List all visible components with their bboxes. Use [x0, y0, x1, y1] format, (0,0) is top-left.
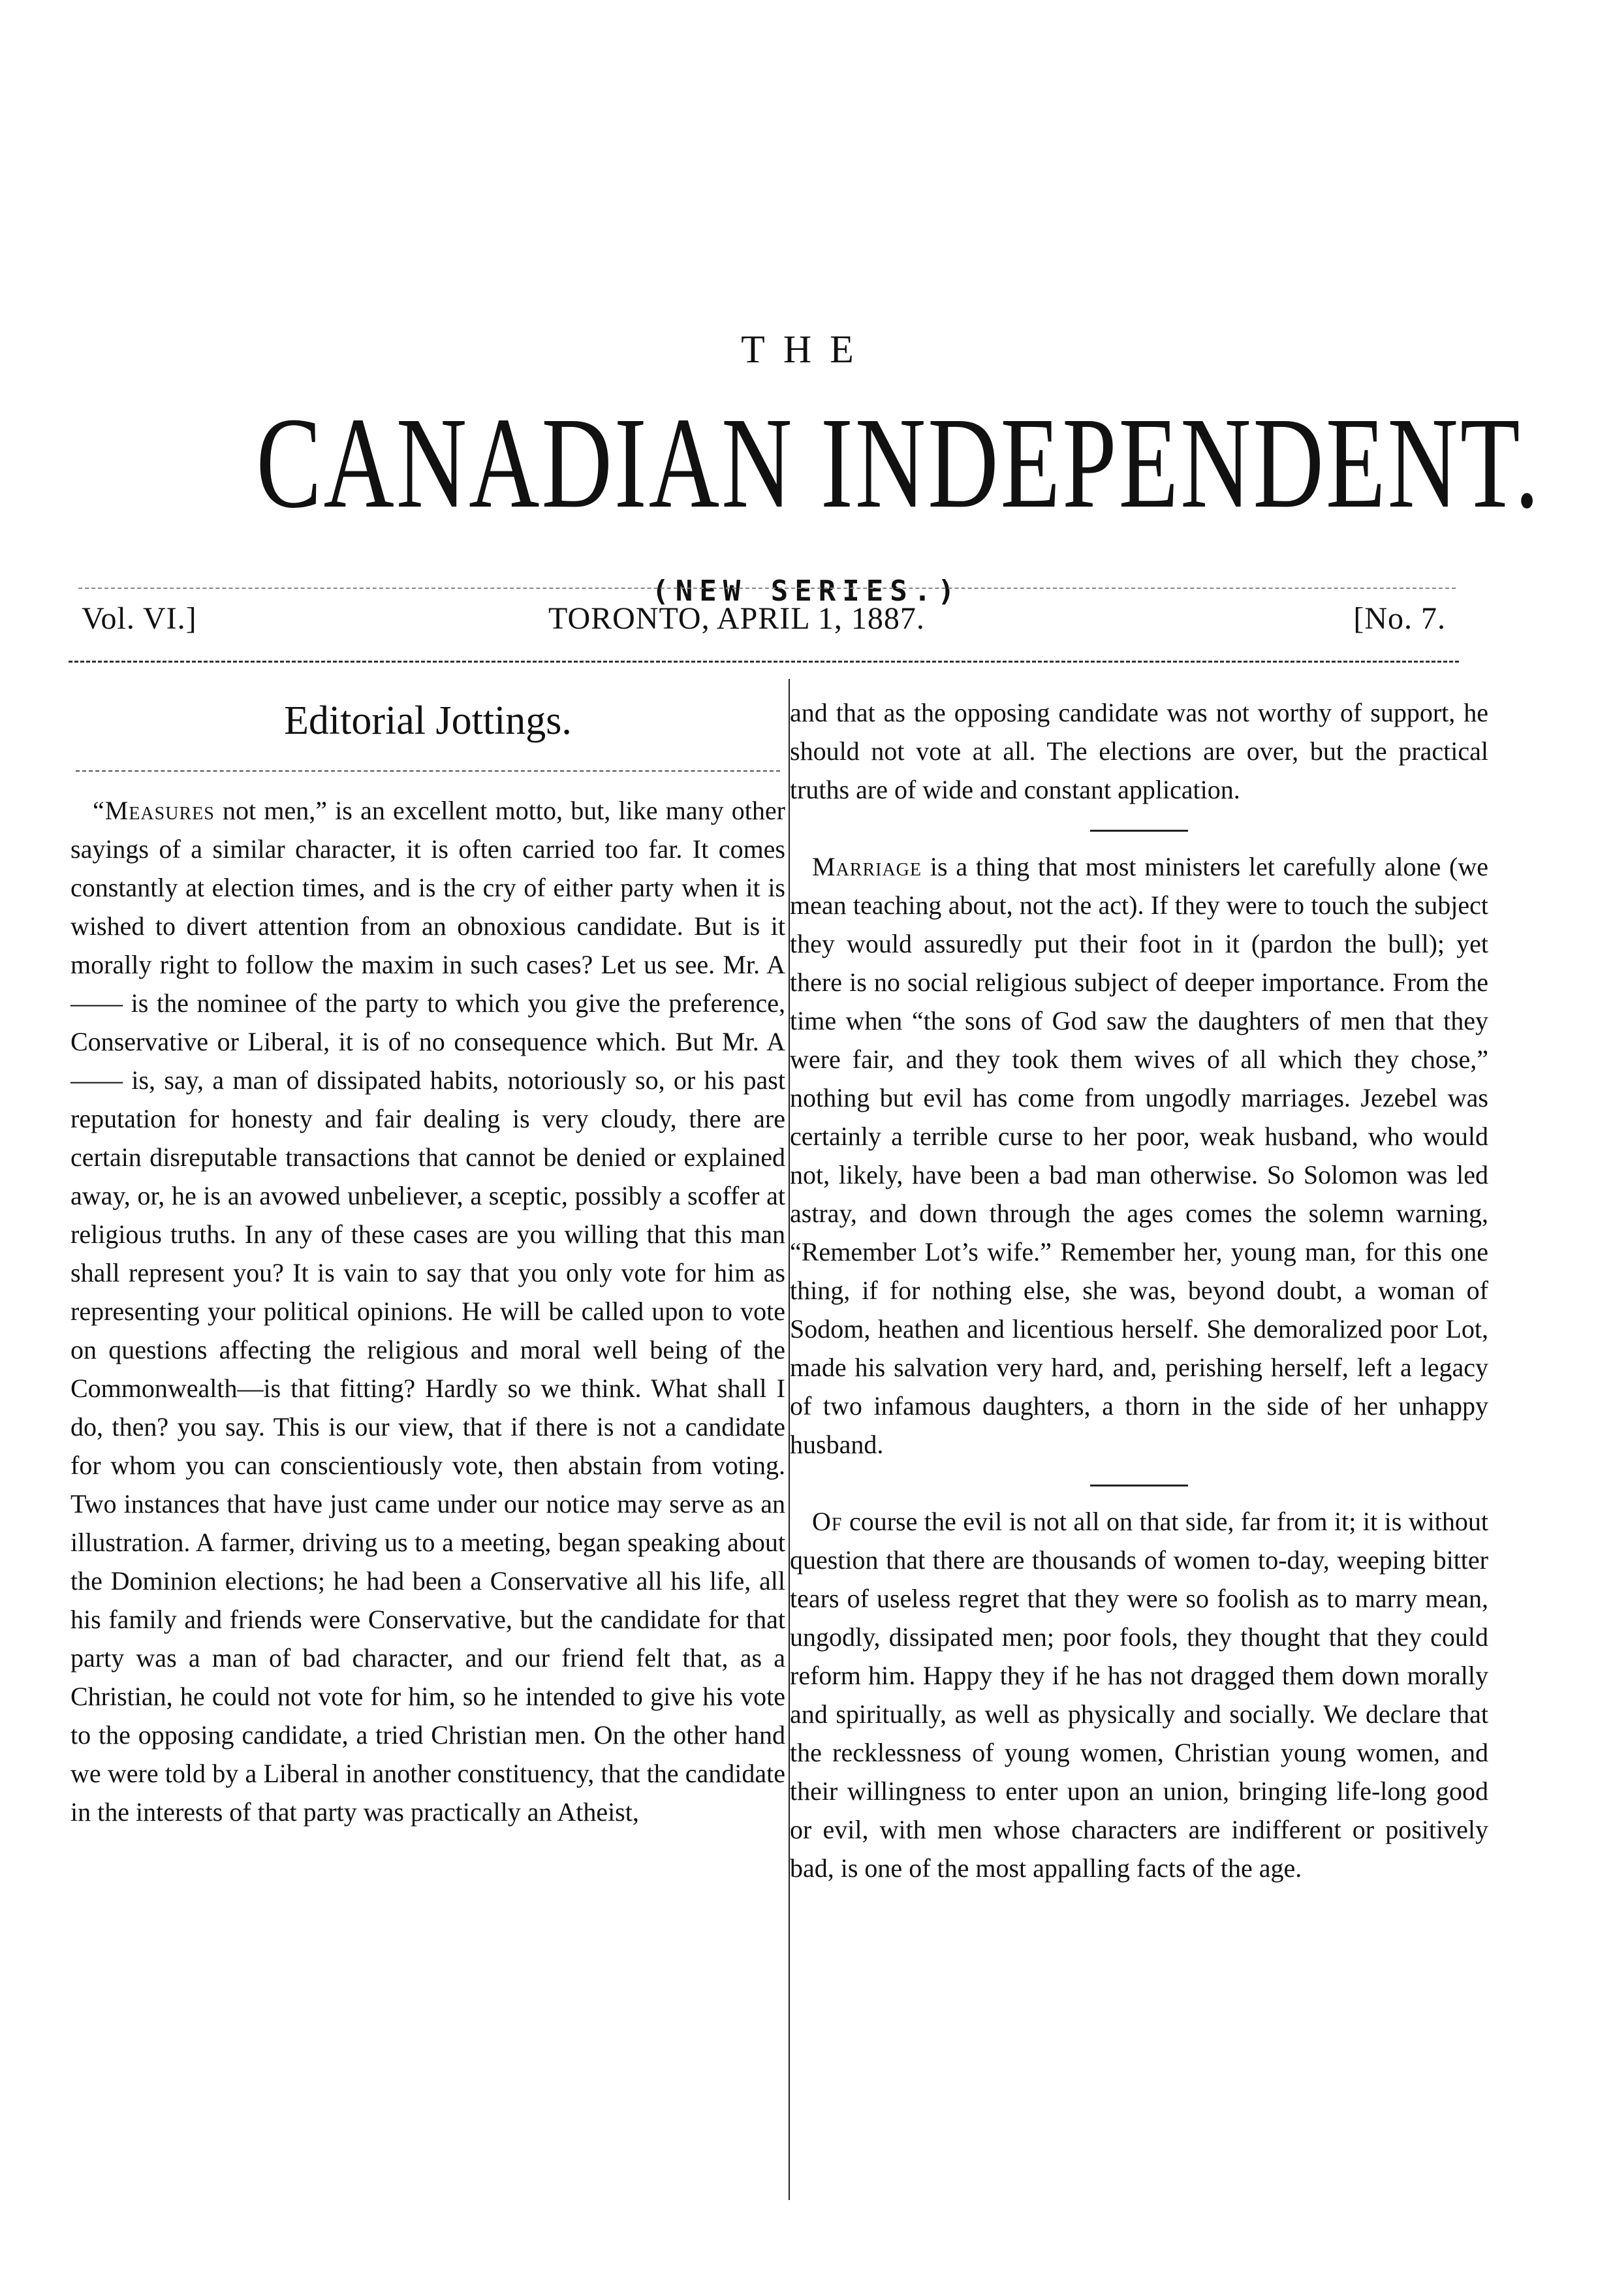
left-paragraph-1	[70, 791, 785, 1831]
section-heading: Editorial Jottings.	[284, 699, 572, 743]
masthead-series: (NEW SERIES.)	[651, 574, 962, 608]
separator-rule-2	[1090, 1485, 1188, 1486]
right-column	[790, 693, 1488, 1887]
heading-rule	[76, 770, 780, 772]
left-column	[70, 693, 785, 1831]
right-paragraph-3-lead: Of	[812, 1507, 843, 1536]
masthead-title: CANADIAN INDEPENDENT.	[256, 391, 1541, 535]
separator-rule-1	[1090, 830, 1188, 832]
issue-line	[82, 601, 1446, 640]
masthead-the: THE	[741, 328, 872, 371]
right-paragraph-2-text: is a thing that most ministers let carefully alone (we mean teaching about, not the act). If they were to touch the subject they would assuredly put their foot in it (pardon the bull); yet there is no social religious subject of deeper importance. From the time when “the sons of God saw the daughters of men that they were fair, and they took them wives of all which they chose,” nothing but evil has come from ungodly marriages. Jezebel was certainly a terrible curse to her poor, weak husband, who would not, likely, have been a bad man otherwise. So Solomon was led astray, and down through the ages comes the solemn warning, “Remember Lot’s wife.” Remember her, young man, for this one thing, if for nothing else, she was, beyond doubt, a woman of Sodom, heathen and licentious herself. She demoralized poor Lot, made his salvation very hard, and, perishing herself, left a legacy of two infamous daughters, a thorn in the side of her unhappy husband.	[790, 852, 1488, 1459]
left-paragraph-1-text: not men,” is an excellent motto, but, like many other sayings of a similar character, it is often carried too far. It comes constantly at election times, and is the cry of either party when it is wished to divert attention from an obnoxious candidate. But is it morally right to follow the maxim in such cases? Let us see. Mr. A—— is the nominee of the party to which you give the preference, Conservative or Liberal, it is of no consequence which. But Mr. A—— is, say, a man of dissipated habits, notoriously so, or his past reputation for honesty and fair dealing is very cloudy, there are certain disreputable transactions that cannot be denied or explained away, or, he is an avowed unbeliever, a sceptic, possibly a scoffer at religious truths. In any of these cases are you willing that this man shall represent you? It is vain to say that you only vote for him as representing your political opinions. He will be called upon to vote on questions affecting the religious and moral well being of the Commonwealth—is that fitting? Hardly so we think. What shall I do, then? you say. This is our view, that if there is not a candidate for whom you can conscientiously vote, then abstain from voting. Two instances that have just came under our notice may serve as an illustration. A farmer, driving us to a meeting, began speaking about the Dominion elections; he had been a Conservative all his life, all his family and friends were Conservative, but the candidate for that party was a man of bad character, and our friend felt that, as a Christian, he could not vote for him, so he intended to give his vote to the opposing candidate, a tried Christian men. On the other hand we were told by a Liberal in another constituency, that the candidate in the interests of that party was practically an Atheist,	[70, 796, 785, 1827]
right-paragraph-3	[790, 1502, 1488, 1887]
left-paragraph-1-lead: “Measures	[93, 796, 215, 825]
right-paragraph-2	[790, 847, 1488, 1464]
issue-volume: Vol. VI.]	[82, 601, 197, 636]
issue-number: [No. 7.	[1353, 601, 1446, 636]
issue-place-date: TORONTO, APRIL 1, 1887.	[548, 601, 925, 636]
issue-rule-lower	[69, 661, 1459, 663]
right-paragraph-1: and that as the opposing candidate was not worthy of support, he should not vote at all. The elections are over, but the practical truths are of wide and constant application.	[790, 698, 1488, 804]
right-paragraph-2-lead: Marriage	[812, 852, 922, 881]
right-paragraph-3-text: course the evil is not all on that side, far from it; it is without question that there are thousands of women to-day, weeping bitter tears of useless regret that they were so foolish as to marry mean, ungodly, dissipated men; poor fools, they thought that they could reform him. Happy they if he has not dragged them down morally and spiritually, as well as physically and socially. We declare that the recklessness of young women, Christian young women, and their willingness to enter upon an union, bringing life-long good or evil, with men whose characters are indifferent or positively bad, is one of the most appalling facts of the age.	[790, 1507, 1488, 1883]
masthead-rule-upper	[78, 588, 1456, 589]
